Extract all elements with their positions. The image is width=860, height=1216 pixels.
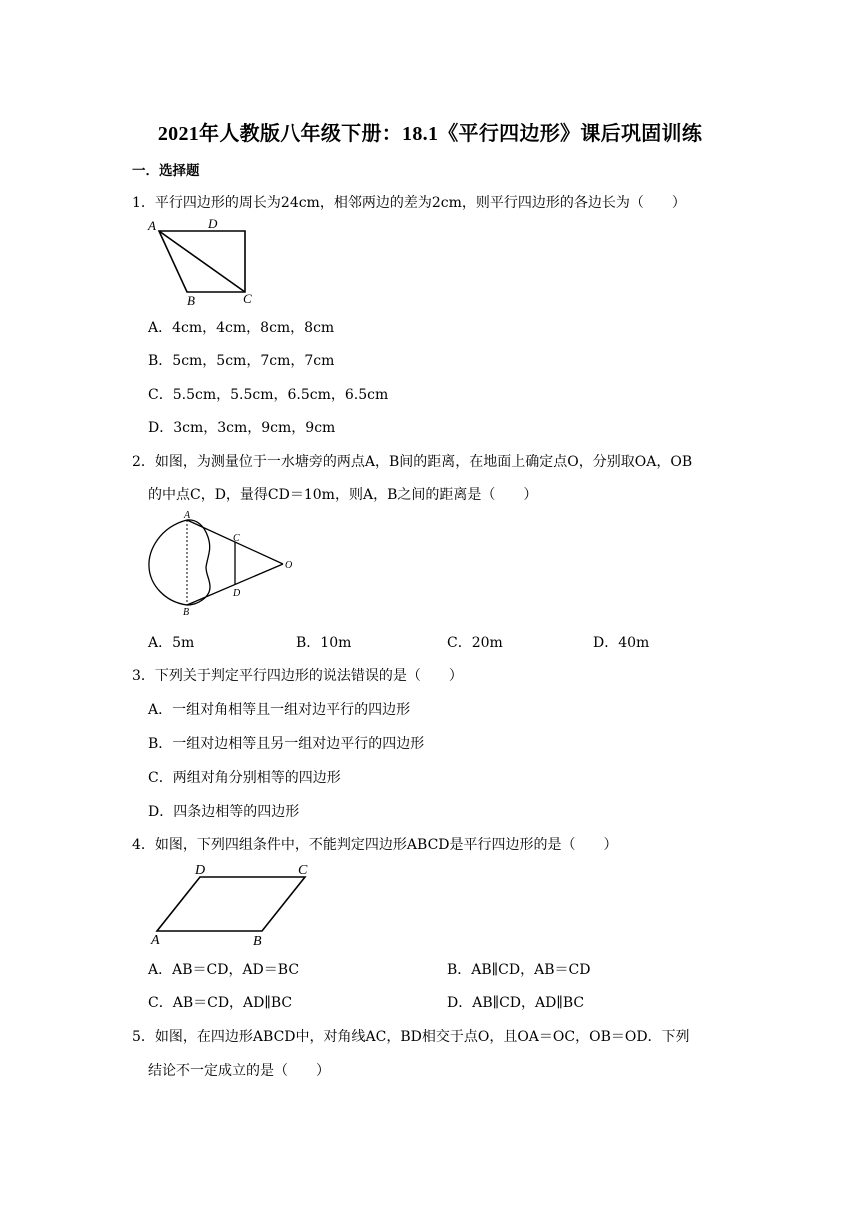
q4-option-c: C．AB＝CD，AD∥BC	[148, 995, 293, 1011]
q4-label-c: C	[298, 863, 308, 878]
q3-option-c: C．两组对角分别相等的四边形	[148, 770, 341, 786]
question-3-stem: 3．下列关于判定平行四边形的说法错误的是（ ）	[132, 668, 463, 684]
question-5-stem-line2: 结论不一定成立的是（ ）	[148, 1063, 330, 1079]
q4-option-b: B．AB∥CD，AB＝CD	[447, 962, 591, 978]
q1-label-d: D	[208, 216, 218, 231]
question-2-figure	[140, 505, 300, 620]
q1-option-b: B．5cm，5cm，7cm，7cm	[148, 353, 335, 369]
question-4-stem: 4．如图，下列四组条件中，不能判定四边形ABCD是平行四边形的是（ ）	[132, 837, 618, 853]
q4-label-a: A	[151, 933, 160, 948]
question-5-stem-line1: 5．如图，在四边形ABCD中，对角线AC，BD相交于点O，且OA＝OC，OB＝OD．下列	[132, 1029, 690, 1045]
q4-label-b: B	[253, 934, 262, 949]
page-title: 2021年人教版八年级下册：18.1《平行四边形》课后巩固训练	[157, 123, 703, 145]
q2-label-c: C	[233, 533, 240, 544]
q2-option-a: A．5m	[148, 635, 195, 651]
q1-option-a: A．4cm，4cm，8cm，8cm	[148, 320, 335, 336]
q1-label-c: C	[243, 291, 252, 306]
question-4-figure	[140, 856, 330, 951]
q2-option-c: C．20m	[447, 635, 503, 651]
question-1-stem: 1．平行四边形的周长为24cm，相邻两边的差为2cm，则平行四边形的各边长为（ ）	[132, 195, 686, 211]
q2-label-b: B	[183, 607, 190, 618]
question-2-stem-line2: 的中点C，D，量得CD＝10m，则A，B之间的距离是（ ）	[148, 487, 538, 503]
q4-option-d: D．AB∥CD，AD∥BC	[447, 995, 585, 1011]
q2-option-b: B．10m	[296, 635, 352, 651]
q4-label-d: D	[195, 863, 206, 878]
q1-label-a: A	[148, 218, 156, 233]
q2-label-a: A	[184, 510, 191, 521]
q1-option-c: C．5.5cm，5.5cm，6.5cm，6.5cm	[148, 387, 389, 403]
q1-option-d: D．3cm，3cm，9cm，9cm	[148, 420, 336, 436]
question-2-stem-line1: 2．如图，为测量位于一水塘旁的两点A，B间的距离，在地面上确定点O，分别取OA，OB	[132, 454, 693, 470]
question-1-figure	[140, 212, 270, 312]
q1-label-b: B	[187, 293, 195, 308]
q2-label-d: D	[233, 588, 241, 599]
q3-option-a: A．一组对角相等且一组对边平行的四边形	[148, 702, 411, 718]
q3-option-d: D．四条边相等的四边形	[148, 804, 300, 820]
q2-label-o: O	[285, 560, 293, 571]
section-heading: 一．选择题	[132, 163, 200, 179]
q4-option-a: A．AB＝CD，AD＝BC	[148, 962, 300, 978]
q2-option-d: D．40m	[593, 635, 650, 651]
q3-option-b: B．一组对边相等且另一组对边平行的四边形	[148, 736, 425, 752]
